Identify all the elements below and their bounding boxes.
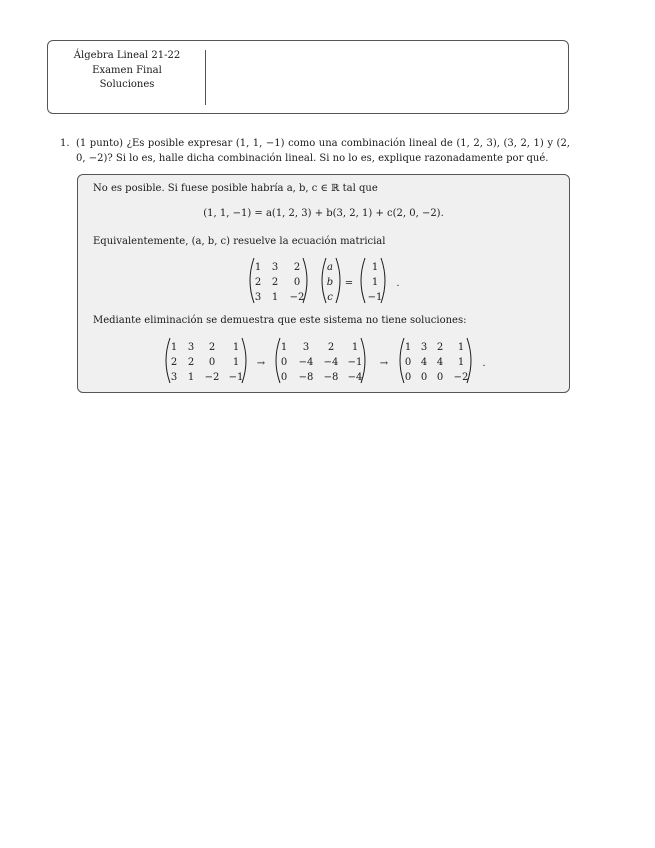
augmented-matrix-2-cell: −4 (347, 372, 363, 383)
augmented-matrix-1-cell: 3 (187, 342, 195, 353)
answer-box (77, 174, 570, 393)
elimination-text: Mediante eliminación se demuestra que este sistema no tiene soluciones: (93, 315, 467, 326)
augmented-matrix-3-cell: −2 (453, 372, 469, 383)
augmented-matrix-1-cell: −1 (228, 372, 244, 383)
augmented-matrix-2-cell: 0 (280, 357, 288, 368)
augmented-matrix-1-cell: 3 (170, 372, 178, 383)
coefficient-matrix-cell: 3 (254, 292, 262, 303)
rhs-vector-cell: 1 (371, 277, 379, 288)
header-divider (205, 50, 206, 105)
course-title: Álgebra Lineal 21-22 (73, 50, 181, 61)
augmented-matrix-2-cell: −4 (298, 357, 314, 368)
augmented-matrix-2-cell: 3 (302, 342, 310, 353)
augmented-matrix-3-cell: 2 (436, 342, 444, 353)
augmented-matrix-1-cell: 1 (232, 342, 240, 353)
augmented-matrix-3-cell: 1 (457, 342, 465, 353)
augmented-matrix-2-cell: 0 (280, 372, 288, 383)
period-2: . (482, 358, 486, 369)
header-box (47, 40, 569, 114)
answer-intro: No es posible. Si fuese posible habría a, b, c ∈ ℝ tal que (93, 183, 378, 194)
unknowns-vector-close-paren (336, 258, 340, 303)
unknowns-vector-cell: b (326, 277, 334, 288)
coefficient-matrix-cell: 3 (271, 262, 279, 273)
augmented-matrix-1-cell: 1 (187, 372, 195, 383)
rhs-vector-open-paren (361, 258, 365, 303)
matrix-equations (78, 175, 568, 391)
rhs-vector-cell: 1 (371, 262, 379, 273)
augmented-matrix-2-cell: −8 (298, 372, 314, 383)
augmented-matrix-1-open-paren (166, 338, 170, 383)
coefficient-matrix-cell: 2 (271, 277, 279, 288)
augmented-matrix-3-cell: 0 (436, 372, 444, 383)
unknowns-vector-open-paren (322, 258, 326, 303)
arrow-2: → (379, 358, 389, 369)
augmented-matrix-1-cell: 0 (208, 357, 216, 368)
equivalently-text: Equivalentemente, (a, b, c) resuelve la ecuación matricial (93, 236, 386, 247)
augmented-matrix-3-cell: 1 (404, 342, 412, 353)
coefficient-matrix-open-paren (250, 258, 254, 303)
augmented-matrix-3-open-paren (400, 338, 404, 383)
augmented-matrix-1-cell: 1 (170, 342, 178, 353)
linear-combination-equation: (1, 1, −1) = a(1, 2, 3) + b(3, 2, 1) + c(2, 0, −2). (203, 208, 444, 219)
augmented-matrix-1-cell: −2 (204, 372, 220, 383)
augmented-matrix-3-cell: 0 (404, 357, 412, 368)
augmented-matrix-2-open-paren (276, 338, 280, 383)
rhs-vector-cell: −1 (367, 292, 383, 303)
arrow-1: → (256, 358, 266, 369)
coefficient-matrix-cell: −2 (289, 292, 305, 303)
unknowns-vector-cell: c (327, 292, 333, 303)
header-title-block (50, 49, 204, 93)
coefficient-matrix-cell: 1 (271, 292, 279, 303)
exam-title: Examen Final (92, 64, 162, 76)
augmented-matrix-2-cell: −1 (347, 357, 363, 368)
coefficient-matrix-cell: 2 (293, 262, 301, 273)
augmented-matrix-3-cell: 4 (420, 357, 428, 368)
augmented-matrix-2-cell: −8 (323, 372, 339, 383)
augmented-matrix-3-cell: 1 (457, 357, 465, 368)
augmented-matrix-2-cell: 1 (280, 342, 288, 353)
augmented-matrix-3-cell: 4 (436, 357, 444, 368)
augmented-matrix-1-cell: 1 (232, 357, 240, 368)
question-number: 1. (60, 138, 70, 149)
augmented-matrix-3-cell: 3 (420, 342, 428, 353)
augmented-matrix-2-cell: −4 (323, 357, 339, 368)
unknowns-vector-cell: a (327, 262, 333, 273)
question-text: (1 punto) ¿Es posible expresar (1, 1, −1) como una combinación lineal de (1, 2, 3), (3, 2, 1) y (2, 0, −2)? Si lo es, halle dicha combinación lineal. Si no lo es, explique razonadamente por qué. (76, 138, 570, 164)
equals-sign: = (344, 278, 354, 289)
period: . (396, 278, 400, 289)
augmented-matrix-2-cell: 2 (327, 342, 335, 353)
augmented-matrix-1-cell: 2 (208, 342, 216, 353)
matrix-layer (166, 258, 486, 383)
augmented-matrix-2-cell: 1 (351, 342, 359, 353)
solutions-label: Soluciones (99, 79, 155, 90)
coefficient-matrix-cell: 0 (293, 277, 301, 288)
augmented-matrix-3-cell: 0 (404, 372, 412, 383)
augmented-matrix-1-cell: 2 (170, 357, 178, 368)
augmented-matrix-3-cell: 0 (420, 372, 428, 383)
coefficient-matrix-cell: 2 (254, 277, 262, 288)
coefficient-matrix-cell: 1 (254, 262, 262, 273)
augmented-matrix-1-cell: 2 (187, 357, 195, 368)
